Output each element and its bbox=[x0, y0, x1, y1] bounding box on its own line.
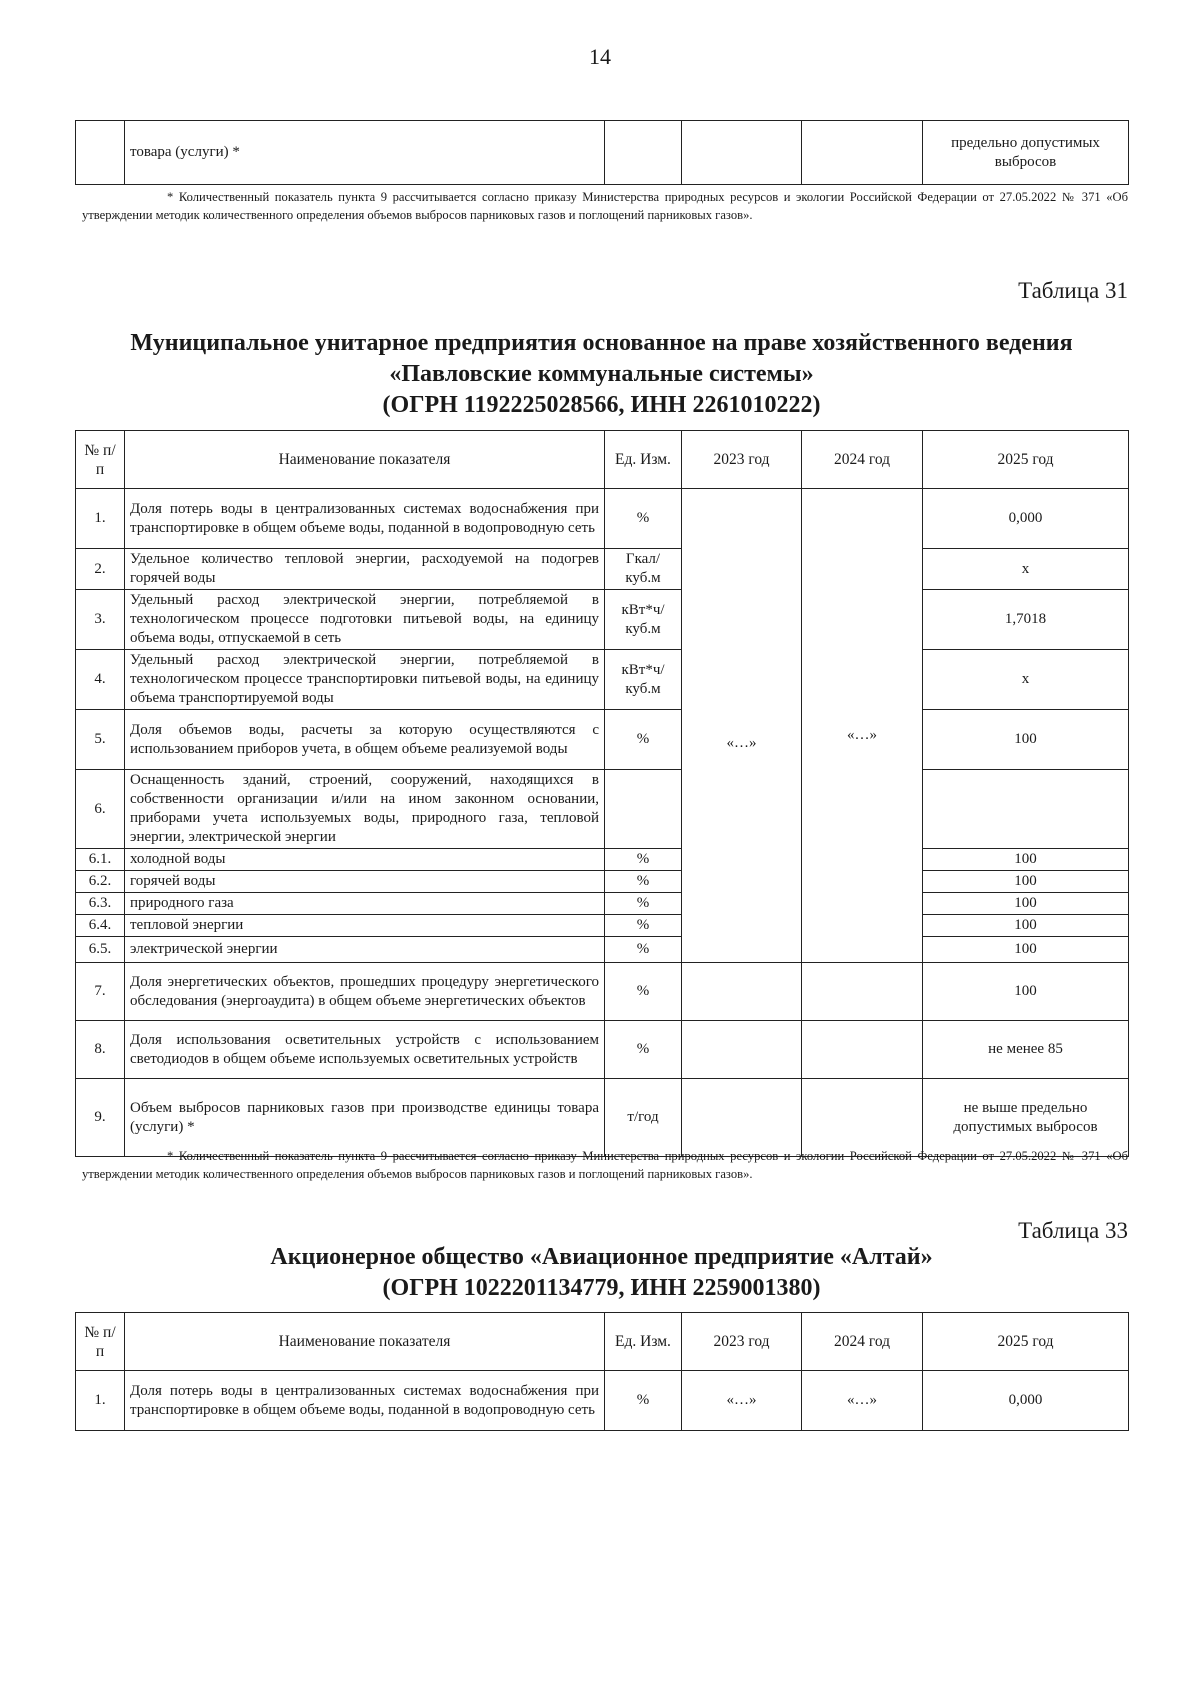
table-row bbox=[76, 770, 1129, 849]
row-2025: 0,000 bbox=[923, 1371, 1129, 1431]
header-name: Наименование показателя bbox=[125, 431, 605, 489]
row-name: Удельный расход электрической энергии, потребляемой в технологическом процессе транспортировки питьевой воды, на единицу объема транспортируемой воды bbox=[125, 650, 605, 710]
table-row bbox=[76, 849, 1129, 871]
header-2024: 2024 год bbox=[802, 1313, 923, 1371]
previous-table-tail bbox=[75, 120, 1129, 185]
row-2023: «…» bbox=[682, 1371, 802, 1431]
row-2025: не менее 85 bbox=[923, 1021, 1129, 1079]
row-unit: % bbox=[605, 963, 682, 1021]
row-num: 6. bbox=[76, 770, 125, 849]
row-unit: % bbox=[605, 1371, 682, 1431]
row-unit: кВт*ч/ куб.м bbox=[605, 590, 682, 650]
footnote-2: * Количественный показатель пункта 9 рассчитывается согласно приказу Министерства природных ресурсов и экологии Российской Федерации от 27.05.2022 № 371 «Об утверждении методик количественного определения объемов выбросов парниковых газов и поглощений парниковых газов». bbox=[82, 1149, 1128, 1181]
row-2025: 1,7018 bbox=[923, 590, 1129, 650]
row-2024 bbox=[802, 1079, 923, 1157]
table-cell bbox=[682, 121, 802, 185]
row-num: 6.5. bbox=[76, 937, 125, 963]
header-2025: 2025 год bbox=[923, 431, 1129, 489]
row-unit: т/год bbox=[605, 1079, 682, 1157]
row-2025: х bbox=[923, 549, 1129, 590]
table-row bbox=[76, 937, 1129, 963]
header-2024: 2024 год bbox=[802, 431, 923, 489]
header-2023: 2023 год bbox=[682, 1313, 802, 1371]
table-31-body bbox=[76, 489, 1129, 1157]
row-name: Доля энергетических объектов, прошедших процедуру энергетического обследования (энергоаудита) в общем объеме энергетических объектов bbox=[125, 963, 605, 1021]
merged-2024-cell: «…» bbox=[802, 489, 923, 963]
row-unit: % bbox=[605, 871, 682, 893]
row-name: Доля потерь воды в централизованных системах водоснабжения при транспортировке в общем объеме воды, поданной в водопроводную сеть bbox=[125, 489, 605, 549]
header-2023: 2023 год bbox=[682, 431, 802, 489]
row-name: Оснащенность зданий, строений, сооружений, находящихся в собственности организации и/или на ином законном основании, приборами учета используемых воды, природного газа, тепловой энергии, электрической энергии bbox=[125, 770, 605, 849]
row-num: 3. bbox=[76, 590, 125, 650]
table-31 bbox=[75, 430, 1129, 1157]
row-name: Доля потерь воды в централизованных системах водоснабжения при транспортировке в общем объеме воды, поданной в водопроводную сеть bbox=[125, 1371, 605, 1431]
row-name: Объем выбросов парниковых газов при производстве единицы товара (услуги) * bbox=[125, 1079, 605, 1157]
row-2025: не выше предельно допустимых выбросов bbox=[923, 1079, 1129, 1157]
row-2025: 100 bbox=[923, 937, 1129, 963]
row-2025: 100 bbox=[923, 963, 1129, 1021]
table-row bbox=[76, 893, 1129, 915]
header-2025: 2025 год bbox=[923, 1313, 1129, 1371]
row-unit: % bbox=[605, 1021, 682, 1079]
row-2024 bbox=[802, 963, 923, 1021]
row-2025: 100 bbox=[923, 710, 1129, 770]
table-33-title-line1: Акционерное общество «Авиационное предприятие «Алтай» bbox=[270, 1244, 933, 1270]
row-num: 1. bbox=[76, 1371, 125, 1431]
row-name: холодной воды bbox=[125, 849, 605, 871]
row-num: 6.1. bbox=[76, 849, 125, 871]
row-num: 4. bbox=[76, 650, 125, 710]
row-2025: х bbox=[923, 650, 1129, 710]
row-name: Доля объемов воды, расчеты за которую осуществляются с использованием приборов учета, в общем объеме реализуемой воды bbox=[125, 710, 605, 770]
table-row bbox=[76, 489, 1129, 549]
table-cell bbox=[802, 121, 923, 185]
table-33 bbox=[75, 1312, 1129, 1431]
page-number: 14 bbox=[589, 44, 611, 69]
row-num: 9. bbox=[76, 1079, 125, 1157]
table-31-label: Таблица 31 bbox=[1018, 278, 1128, 303]
prev-name-cell: товара (услуги) * bbox=[125, 121, 605, 185]
table-row bbox=[76, 710, 1129, 770]
header-num: № п/п bbox=[76, 431, 125, 489]
header-name: Наименование показателя bbox=[125, 1313, 605, 1371]
table-33-label: Таблица 33 bbox=[1018, 1218, 1128, 1243]
row-name: природного газа bbox=[125, 893, 605, 915]
table-33-title-line2: (ОГРН 1022201134779, ИНН 2259001380) bbox=[382, 1275, 821, 1301]
row-name: тепловой энергии bbox=[125, 915, 605, 937]
header-unit: Ед. Изм. bbox=[605, 431, 682, 489]
table-31-title bbox=[75, 328, 1128, 421]
row-num: 7. bbox=[76, 963, 125, 1021]
row-num: 5. bbox=[76, 710, 125, 770]
row-2025 bbox=[923, 770, 1129, 849]
table-row bbox=[76, 1371, 1129, 1431]
row-unit: % bbox=[605, 489, 682, 549]
row-2025: 100 bbox=[923, 893, 1129, 915]
row-2023 bbox=[682, 963, 802, 1021]
table-row bbox=[76, 549, 1129, 590]
row-num: 2. bbox=[76, 549, 125, 590]
row-unit: кВт*ч/ куб.м bbox=[605, 650, 682, 710]
row-name: Удельный расход электрической энергии, потребляемой в технологическом процессе подготовки питьевой воды, на единицу объема воды, отпускаемой в сеть bbox=[125, 590, 605, 650]
header-unit: Ед. Изм. bbox=[605, 1313, 682, 1371]
row-num: 6.4. bbox=[76, 915, 125, 937]
table-row bbox=[76, 590, 1129, 650]
row-unit: % bbox=[605, 893, 682, 915]
table-31-title-line1: Муниципальное унитарное предприятия основанное на праве хозяйственного ведения bbox=[130, 330, 1073, 356]
row-2025: 100 bbox=[923, 915, 1129, 937]
row-name: горячей воды bbox=[125, 871, 605, 893]
table-row bbox=[76, 1021, 1129, 1079]
row-2024: «…» bbox=[802, 1371, 923, 1431]
row-2025: 100 bbox=[923, 849, 1129, 871]
table-row bbox=[76, 871, 1129, 893]
table-row bbox=[76, 915, 1129, 937]
prev-value-cell: предельно допустимых выбросов bbox=[923, 121, 1129, 185]
row-name: электрической энергии bbox=[125, 937, 605, 963]
row-2025: 100 bbox=[923, 871, 1129, 893]
table-33-title bbox=[75, 1242, 1128, 1304]
row-unit: % bbox=[605, 937, 682, 963]
row-2025: 0,000 bbox=[923, 489, 1129, 549]
row-num: 1. bbox=[76, 489, 125, 549]
row-2023 bbox=[682, 1079, 802, 1157]
footnote: * Количественный показатель пункта 9 рассчитывается согласно приказу Министерства природных ресурсов и экологии Российской Федерации от 27.05.2022 № 371 «Об утверждении методик количественного определения объемов выбросов парниковых газов и поглощений парниковых газов». bbox=[82, 190, 1128, 222]
row-name: Удельное количество тепловой энергии, расходуемой на подогрев горячей воды bbox=[125, 549, 605, 590]
row-2023 bbox=[682, 1021, 802, 1079]
row-unit bbox=[605, 770, 682, 849]
header-num: № п/п bbox=[76, 1313, 125, 1371]
row-num: 8. bbox=[76, 1021, 125, 1079]
row-num: 6.2. bbox=[76, 871, 125, 893]
row-unit: % bbox=[605, 710, 682, 770]
merged-2023-cell: «…» bbox=[682, 489, 802, 963]
row-unit: % bbox=[605, 849, 682, 871]
table-31-title-line3: (ОГРН 1192225028566, ИНН 2261010222) bbox=[382, 392, 821, 418]
row-unit: % bbox=[605, 915, 682, 937]
row-unit: Гкал/ куб.м bbox=[605, 549, 682, 590]
table-row bbox=[76, 963, 1129, 1021]
table-row bbox=[76, 1079, 1129, 1157]
table-31-title-line2: «Павловские коммунальные системы» bbox=[389, 361, 814, 387]
table-cell bbox=[605, 121, 682, 185]
table-cell bbox=[76, 121, 125, 185]
table-row bbox=[76, 650, 1129, 710]
row-2024 bbox=[802, 1021, 923, 1079]
row-name: Доля использования осветительных устройств с использованием светодиодов в общем объеме используемых осветительных устройств bbox=[125, 1021, 605, 1079]
row-num: 6.3. bbox=[76, 893, 125, 915]
